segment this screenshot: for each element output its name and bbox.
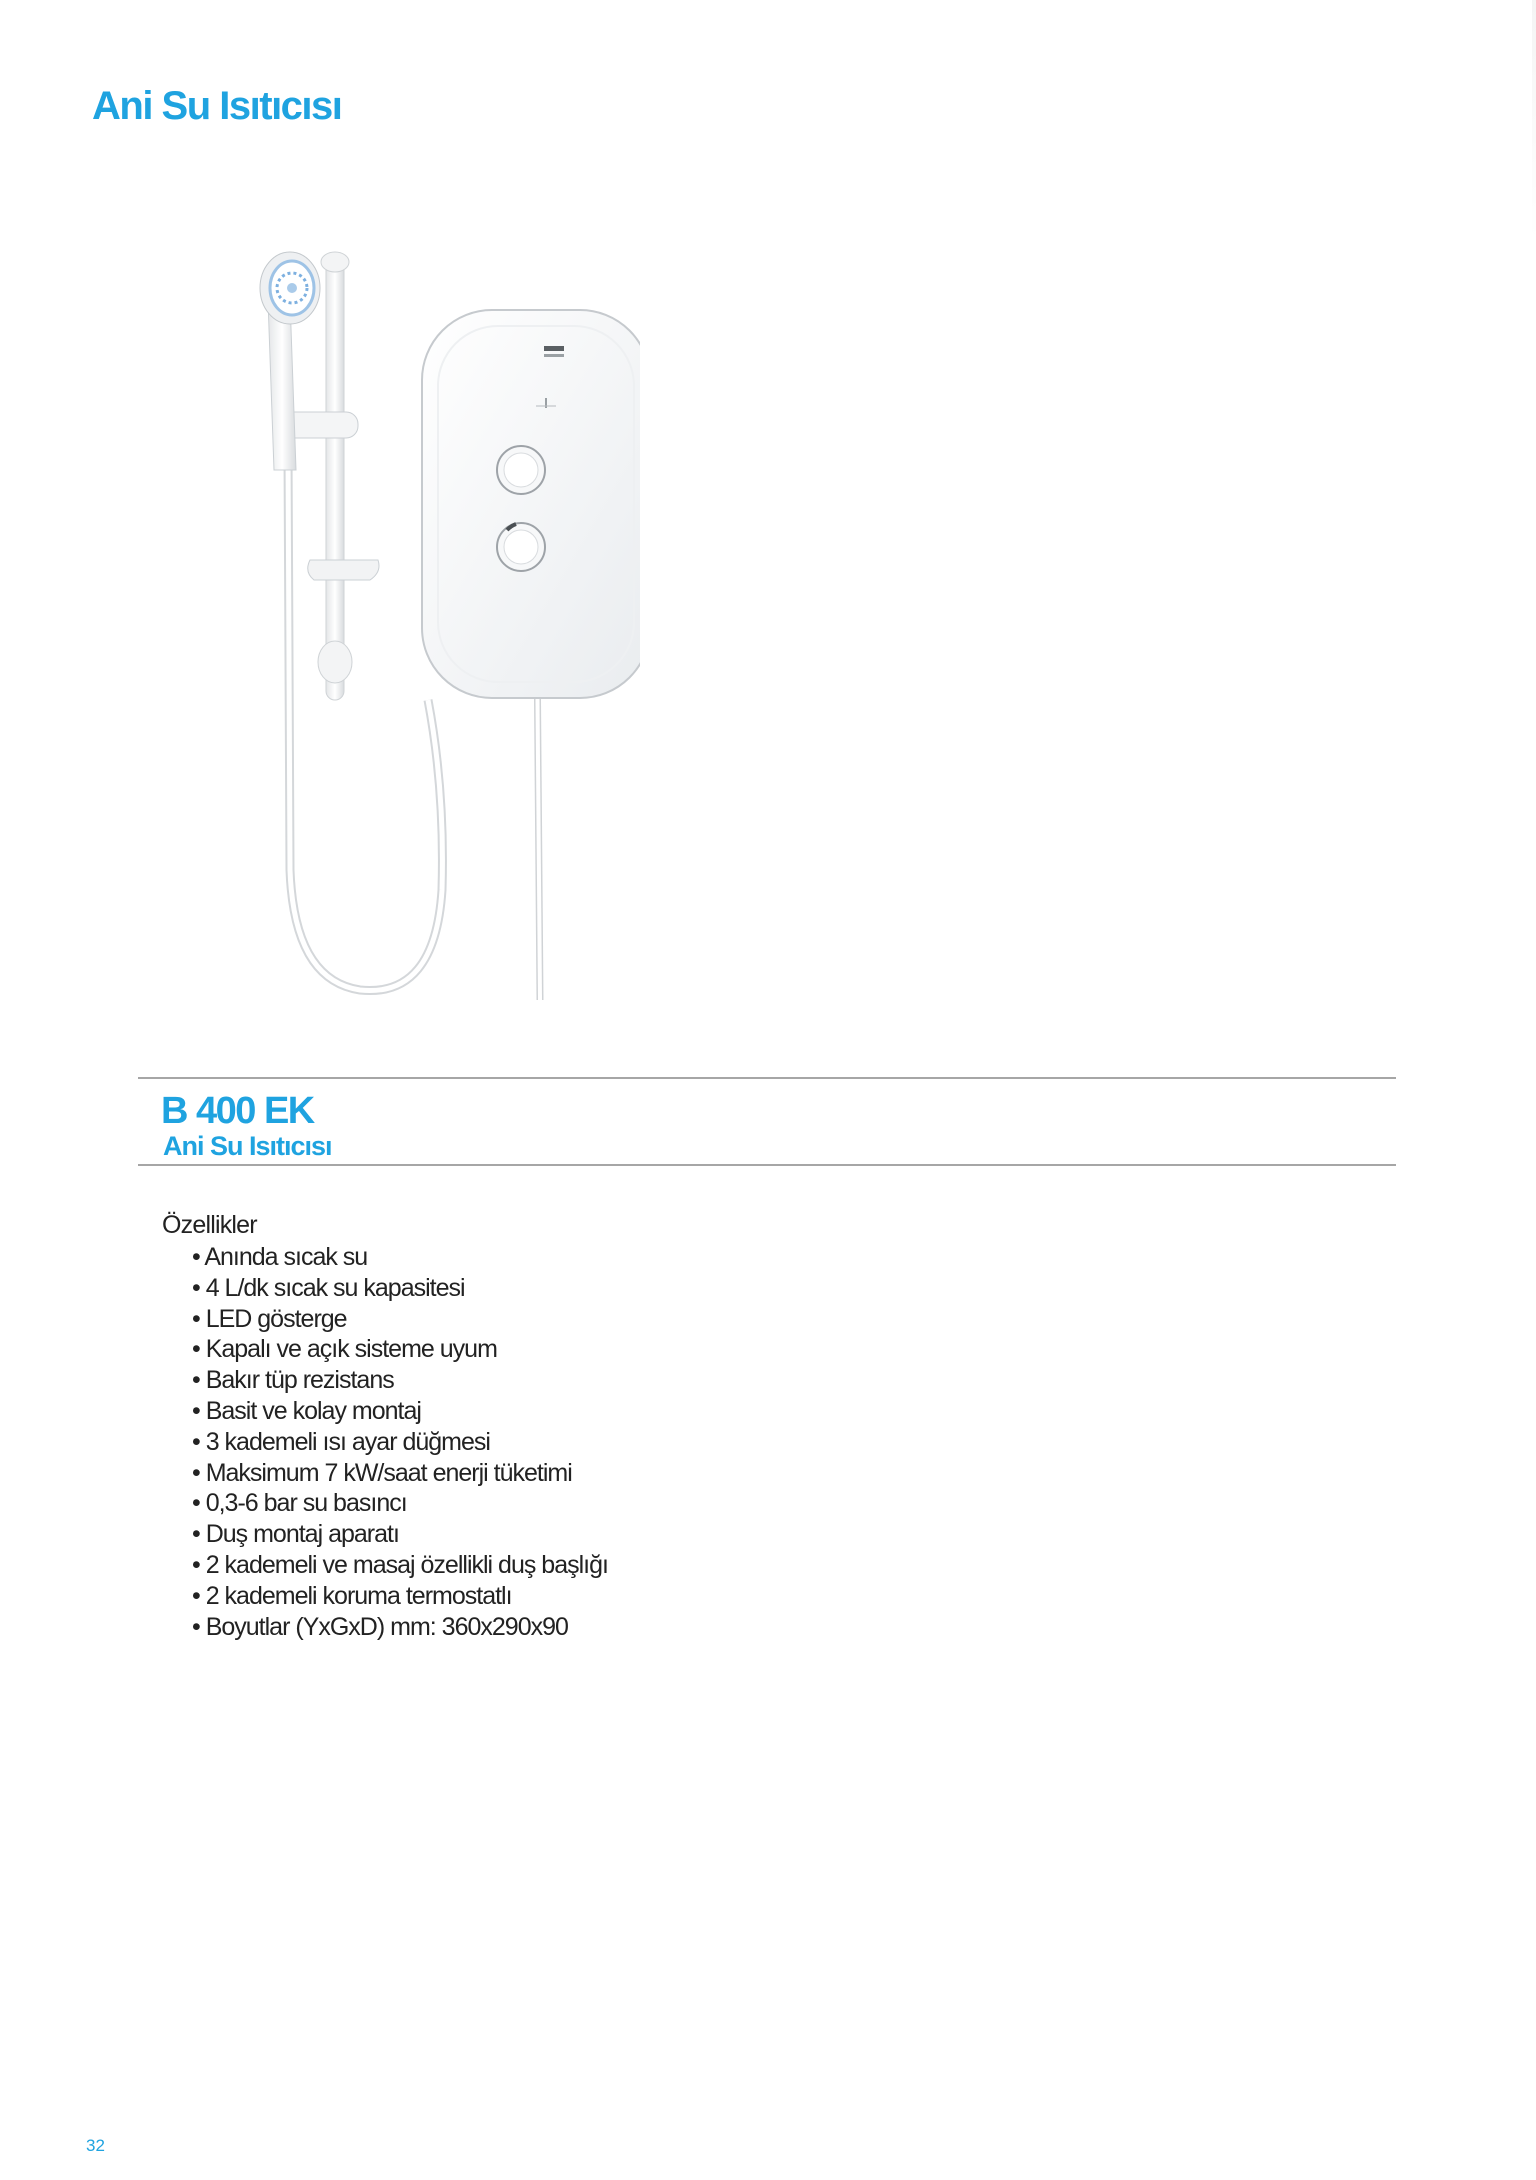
divider-top	[138, 1077, 1396, 1079]
page-edge-shade	[1532, 0, 1536, 240]
feature-item: • LED gösterge	[192, 1304, 608, 1335]
model-name: B 400 EK	[161, 1090, 314, 1132]
feature-item: • Bakır tüp rezistans	[192, 1365, 608, 1396]
feature-item: • Kapalı ve açık sisteme uyum	[192, 1334, 608, 1365]
features-heading: Özellikler	[162, 1211, 257, 1239]
product-image	[210, 230, 640, 1030]
divider-bottom	[138, 1164, 1396, 1166]
feature-item: • 2 kademeli koruma termostatlı	[192, 1581, 608, 1612]
feature-item: • Duş montaj aparatı	[192, 1519, 608, 1550]
feature-item: • Basit ve kolay montaj	[192, 1396, 608, 1427]
feature-item: • Anında sıcak su	[192, 1242, 608, 1273]
feature-item: • 0,3-6 bar su basıncı	[192, 1488, 608, 1519]
feature-item: • 2 kademeli ve masaj özellikli duş başlığı	[192, 1550, 608, 1581]
features-section	[162, 1210, 608, 1642]
feature-item: • 3 kademeli ısı ayar düğmesi	[192, 1427, 608, 1458]
page-number: 32	[86, 2136, 105, 2155]
model-subtitle: Ani Su Isıtıcısı	[163, 1131, 332, 1161]
feature-item: • Boyutlar (YxGxD) mm: 360x290x90	[192, 1612, 608, 1643]
feature-list	[192, 1242, 608, 1642]
page-title: Ani Su Isıtıcısı	[92, 84, 342, 128]
feature-item: • Maksimum 7 kW/saat enerji tüketimi	[192, 1458, 608, 1489]
feature-item: • 4 L/dk sıcak su kapasitesi	[192, 1273, 608, 1304]
